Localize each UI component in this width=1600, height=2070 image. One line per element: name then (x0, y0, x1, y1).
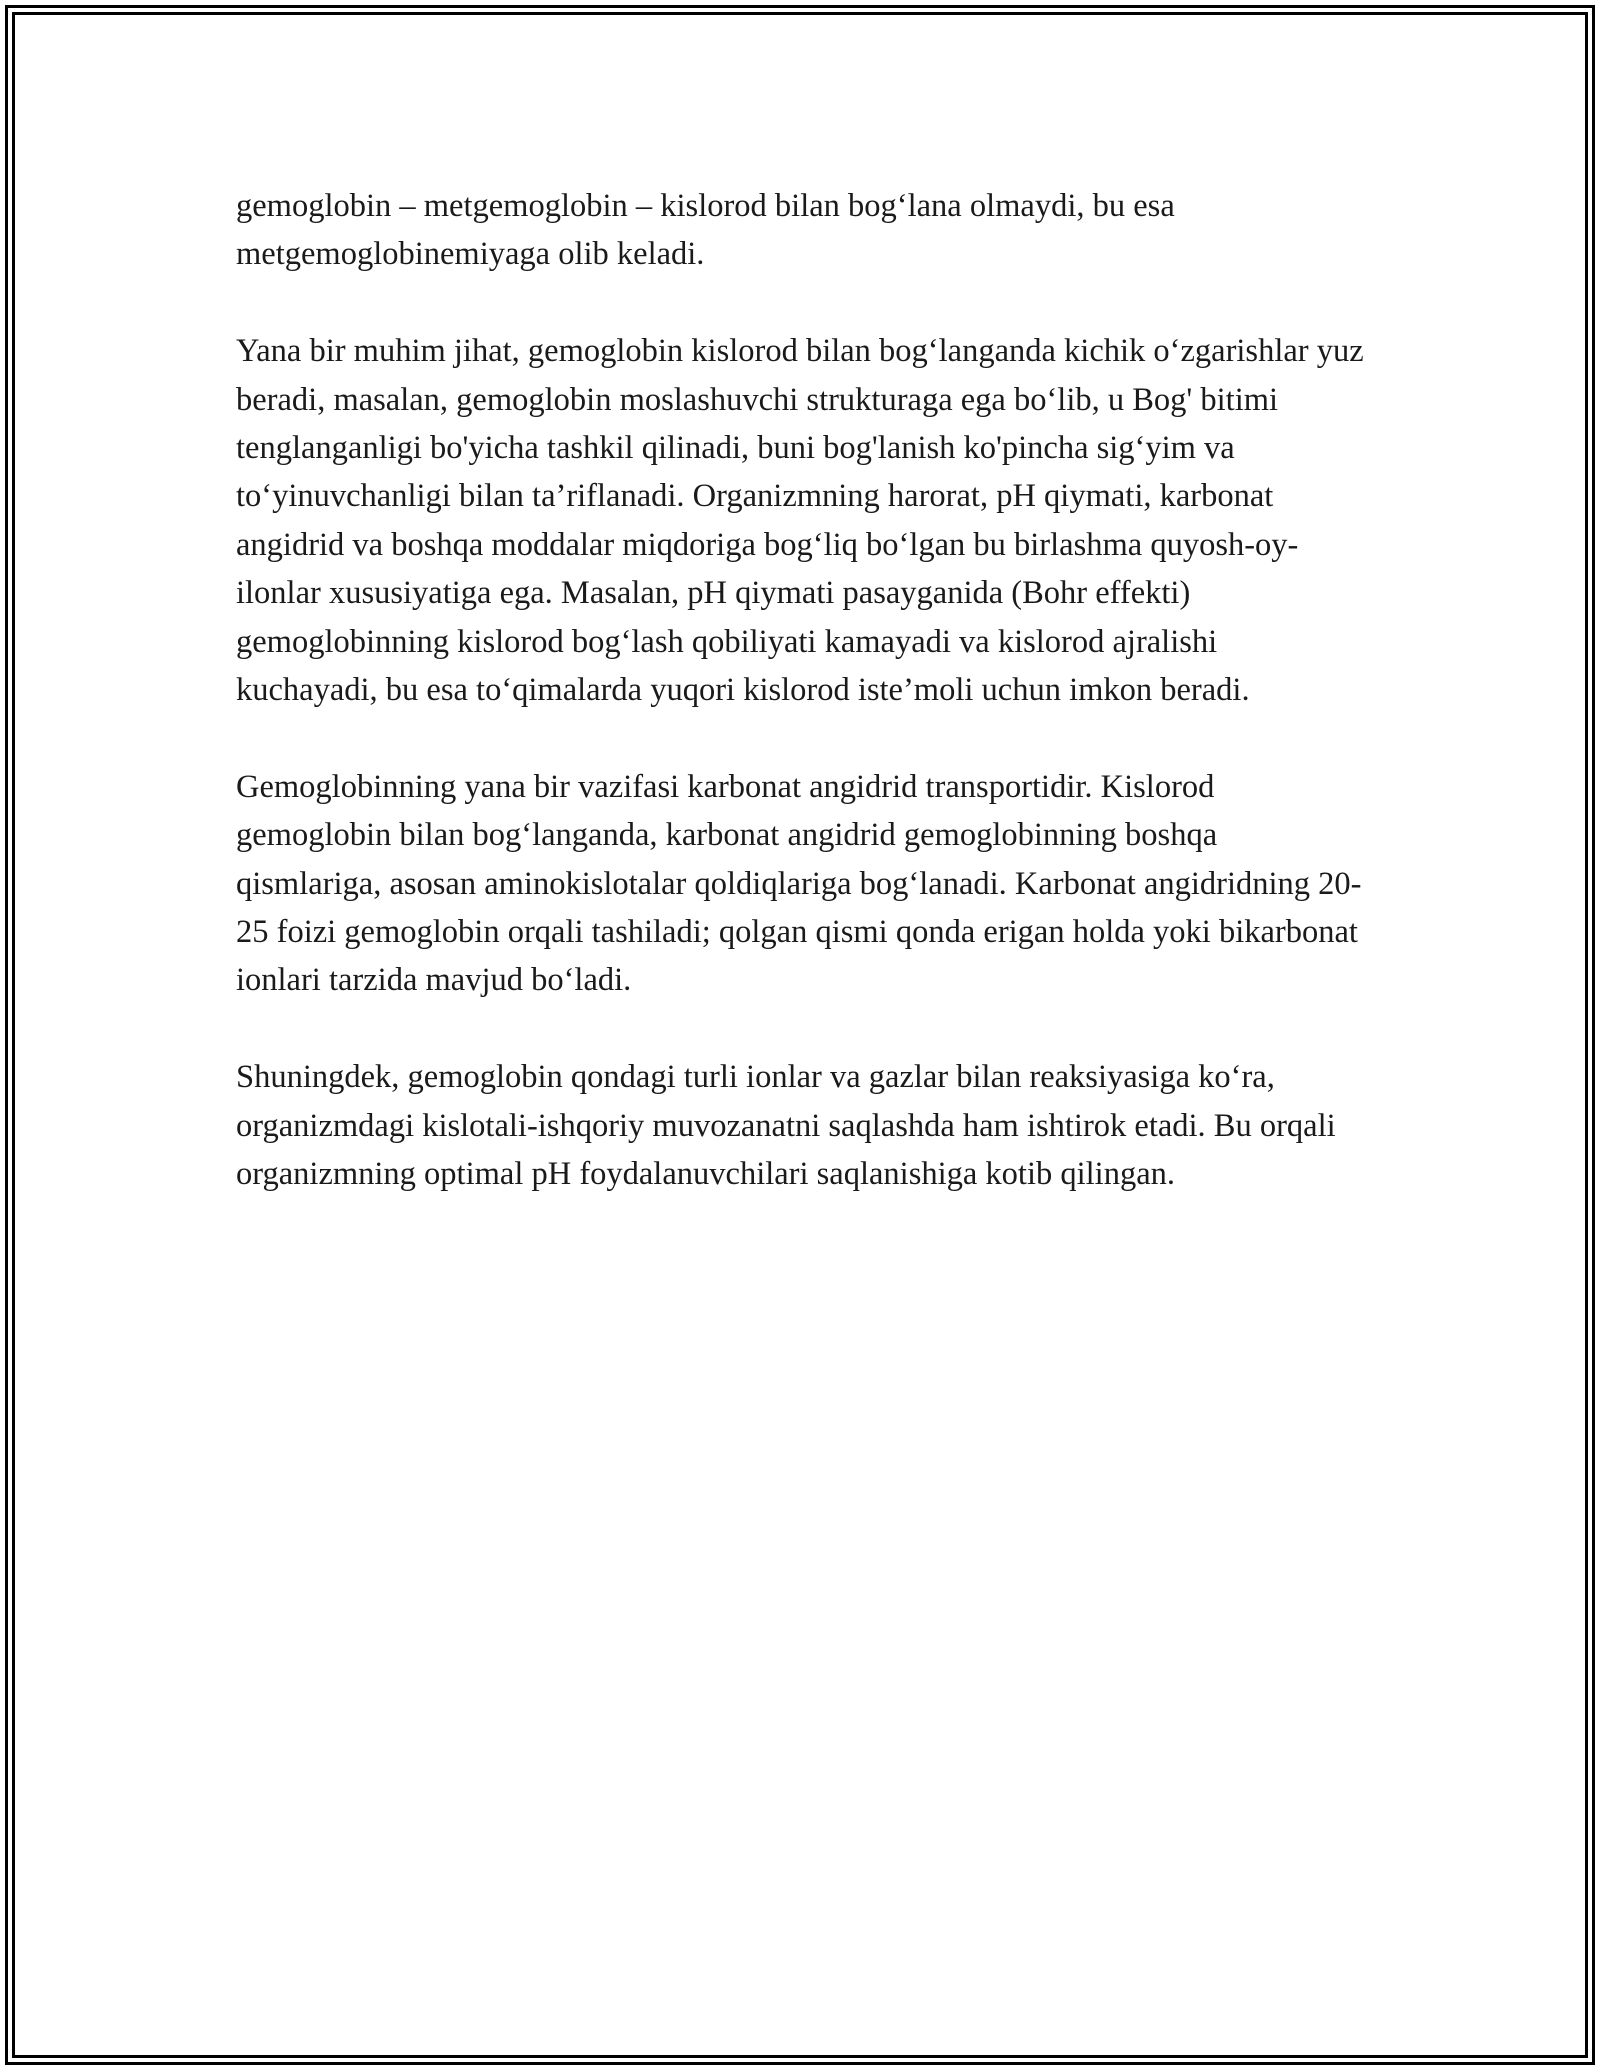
document-body (236, 182, 1366, 1198)
paragraph-4: Shuningdek, gemoglobin qondagi turli ionlar va gazlar bilan reaksiyasiga ko‘ra, organizmdagi kislotali-ishqoriy muvozanatni saqlashda ham ishtirok etadi. Bu orqali organizmning optimal pH foydalanuvchilari saqlanishiga kotib qilingan. (236, 1059, 1336, 1193)
paragraph-2: Yana bir muhim jihat, gemoglobin kislorod bilan bog‘langanda kichik o‘zgarishlar yuz beradi, masalan, gemoglobin moslashuvchi strukturaga ega bo‘lib, u Bog' bitimi tenglanganligi bo'yicha tashkil qilinadi, buni bog'lanish ko'pincha sig‘yim va to‘yinuvchanligi bilan ta’riflanadi. Organizmning harorat, pH qiymati, karbonat angidrid va boshqa moddalar miqdoriga bog‘liq bo‘lgan bu birlashma quyosh-oy-ilonlar xususiyatiga ega. Masalan, pH qiymati pasayganida (Bohr effekti) gemoglobinning kislorod bog‘lash qobiliyati kamayadi va kislorod ajralishi kuchayadi, bu esa to‘qimalarda yuqori kislorod iste’moli uchun imkon beradi. (236, 333, 1364, 709)
paragraph-3: Gemoglobinning yana bir vazifasi karbonat angidrid transportidir. Kislorod gemoglobin bilan bog‘langanda, karbonat angidrid gemoglobinning boshqa qismlariga, asosan aminokislotalar qoldiqlariga bog‘lanadi. Karbonat angidridning 20-25 foizi gemoglobin orqali tashiladi; qolgan qismi qonda erigan holda yoki bikarbonat ionlari tarzida mavjud bo‘ladi. (236, 768, 1362, 999)
paragraph-1: gemoglobin – metgemoglobin – kislorod bilan bog‘lana olmaydi, bu esa metgemoglobinemiyaga olib keladi. (236, 188, 1175, 273)
